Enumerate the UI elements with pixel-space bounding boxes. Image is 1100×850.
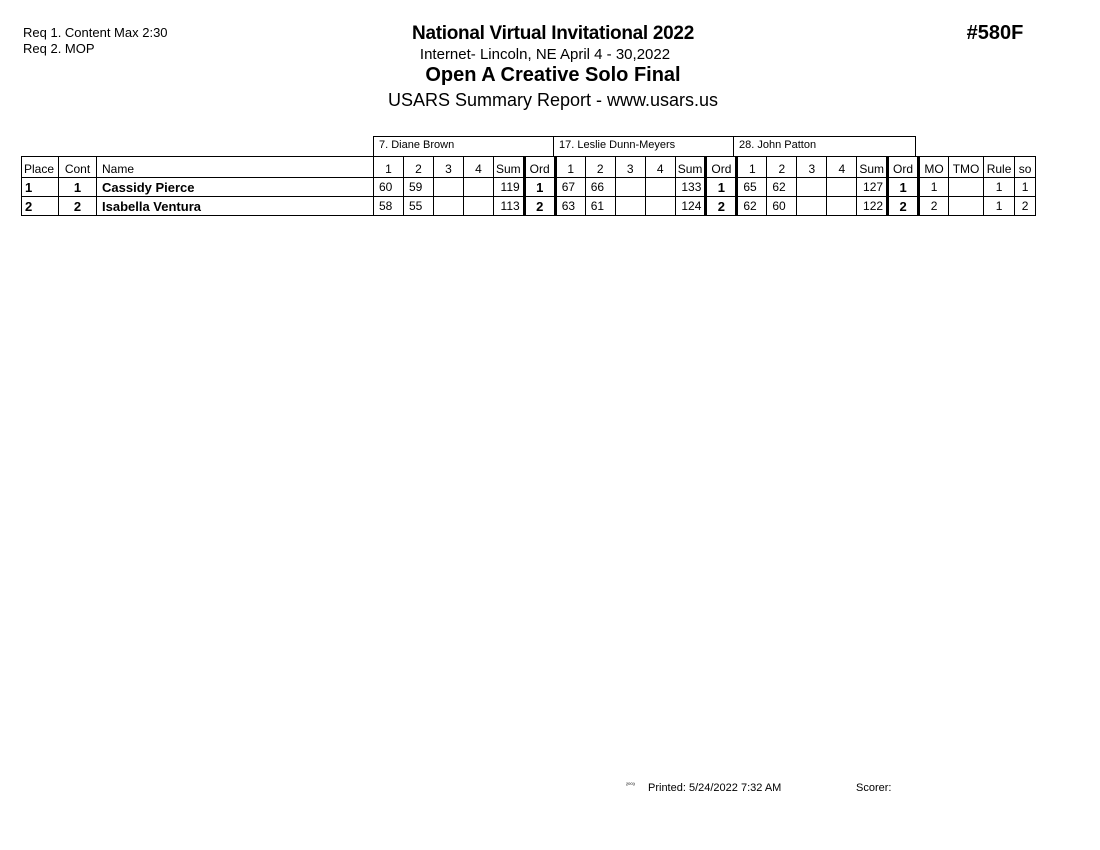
header-j3-score-3: 3 bbox=[797, 157, 827, 178]
header-j1-score-1: 1 bbox=[374, 157, 404, 178]
j1-ord-cell: 1 bbox=[524, 178, 555, 197]
header-j2-score-1: 1 bbox=[555, 157, 585, 178]
header-cont: Cont bbox=[59, 157, 97, 178]
j3-score-1-cell: 65 bbox=[737, 178, 767, 197]
column-headers bbox=[22, 157, 1036, 178]
results-table bbox=[21, 156, 1036, 216]
event-code: #580F bbox=[966, 22, 1024, 44]
j3-sum-cell: 127 bbox=[857, 178, 888, 197]
j1-score-4-cell bbox=[464, 197, 494, 216]
j2-score-4-cell bbox=[645, 178, 675, 197]
header-name: Name bbox=[97, 157, 374, 178]
j3-score-1-cell: 62 bbox=[737, 197, 767, 216]
cont-cell: 1 bbox=[59, 178, 97, 197]
j1-score-4-cell bbox=[464, 178, 494, 197]
j2-score-2-cell: 61 bbox=[585, 197, 615, 216]
cont-cell: 2 bbox=[59, 197, 97, 216]
tmo-cell bbox=[949, 197, 984, 216]
header-j3-score-2: 2 bbox=[767, 157, 797, 178]
j1-score-1-cell: 60 bbox=[374, 178, 404, 197]
scorer-label: Scorer: bbox=[856, 782, 892, 794]
j3-score-4-cell bbox=[827, 178, 857, 197]
j2-score-1-cell: 63 bbox=[555, 197, 585, 216]
rule-cell: 1 bbox=[984, 197, 1015, 216]
j2-sum-cell: 124 bbox=[675, 197, 706, 216]
skater-name-cell: Cassidy Pierce bbox=[97, 178, 374, 197]
j2-sum-cell: 133 bbox=[675, 178, 706, 197]
header-j3-score-1: 1 bbox=[737, 157, 767, 178]
header-j2-score-3: 3 bbox=[615, 157, 645, 178]
header-j1-score-4: 4 bbox=[464, 157, 494, 178]
header-j3-score-4: 4 bbox=[827, 157, 857, 178]
judge-1-header: 7. Diane Brown bbox=[373, 136, 554, 156]
j3-score-2-cell: 60 bbox=[767, 197, 797, 216]
j2-score-2-cell: 66 bbox=[585, 178, 615, 197]
mo-cell: 1 bbox=[919, 178, 949, 197]
j1-score-2-cell: 59 bbox=[404, 178, 434, 197]
requirement-1: Req 1. Content Max 2:30 bbox=[23, 25, 168, 40]
j2-ord-cell: 2 bbox=[706, 197, 737, 216]
table-row bbox=[22, 197, 1036, 216]
header-j3-ord: Ord bbox=[888, 157, 919, 178]
header-mo: MO bbox=[919, 157, 949, 178]
header-j1-score-2: 2 bbox=[404, 157, 434, 178]
j3-ord-cell: 1 bbox=[888, 178, 919, 197]
j2-score-1-cell: 67 bbox=[555, 178, 585, 197]
rule-cell: 1 bbox=[984, 178, 1015, 197]
header-j1-ord: Ord bbox=[524, 157, 555, 178]
j1-score-1-cell: 58 bbox=[374, 197, 404, 216]
mo-cell: 2 bbox=[919, 197, 949, 216]
j3-sum-cell: 122 bbox=[857, 197, 888, 216]
competition-title: National Virtual Invitational 2022 bbox=[412, 23, 694, 44]
place-cell: 1 bbox=[22, 178, 59, 197]
header-j3-sum: Sum bbox=[857, 157, 888, 178]
j2-score-4-cell bbox=[645, 197, 675, 216]
j3-score-3-cell bbox=[797, 178, 827, 197]
j2-ord-cell: 1 bbox=[706, 178, 737, 197]
header-place: Place bbox=[22, 157, 59, 178]
header-j2-sum: Sum bbox=[675, 157, 706, 178]
competition-location: Internet- Lincoln, NE April 4 - 30,2022 bbox=[419, 46, 671, 63]
requirement-2: Req 2. MOP bbox=[23, 41, 95, 56]
so-cell: 2 bbox=[1015, 197, 1036, 216]
j3-score-3-cell bbox=[797, 197, 827, 216]
j1-score-3-cell bbox=[434, 178, 464, 197]
j1-sum-cell: 119 bbox=[494, 178, 525, 197]
judge-2-header: 17. Leslie Dunn-Meyers bbox=[553, 136, 734, 156]
header-j1-sum: Sum bbox=[494, 157, 525, 178]
j3-score-4-cell bbox=[827, 197, 857, 216]
skater-name-cell: Isabella Ventura bbox=[97, 197, 374, 216]
j3-score-2-cell: 62 bbox=[767, 178, 797, 197]
tmo-cell bbox=[949, 178, 984, 197]
header-j2-score-4: 4 bbox=[645, 157, 675, 178]
event-title: Open A Creative Solo Final bbox=[425, 64, 681, 86]
header-j2-score-2: 2 bbox=[585, 157, 615, 178]
table-row bbox=[22, 178, 1036, 197]
j3-ord-cell: 2 bbox=[888, 197, 919, 216]
judge-3-header: 28. John Patton bbox=[733, 136, 916, 156]
j2-score-3-cell bbox=[615, 197, 645, 216]
j2-score-3-cell bbox=[615, 178, 645, 197]
header-j2-ord: Ord bbox=[706, 157, 737, 178]
header-j1-score-3: 3 bbox=[434, 157, 464, 178]
header-tmo: TMO bbox=[949, 157, 984, 178]
j1-ord-cell: 2 bbox=[524, 197, 555, 216]
j1-sum-cell: 113 bbox=[494, 197, 525, 216]
so-cell: 1 bbox=[1015, 178, 1036, 197]
report-title: USARS Summary Report - www.usars.us bbox=[387, 90, 719, 110]
footer-small-mark: ²⁰⁰³ bbox=[626, 783, 635, 789]
header-rule: Rule bbox=[984, 157, 1015, 178]
j1-score-2-cell: 55 bbox=[404, 197, 434, 216]
printed-timestamp: Printed: 5/24/2022 7:32 AM bbox=[648, 782, 782, 794]
place-cell: 2 bbox=[22, 197, 59, 216]
j1-score-3-cell bbox=[434, 197, 464, 216]
header-so: so bbox=[1015, 157, 1036, 178]
